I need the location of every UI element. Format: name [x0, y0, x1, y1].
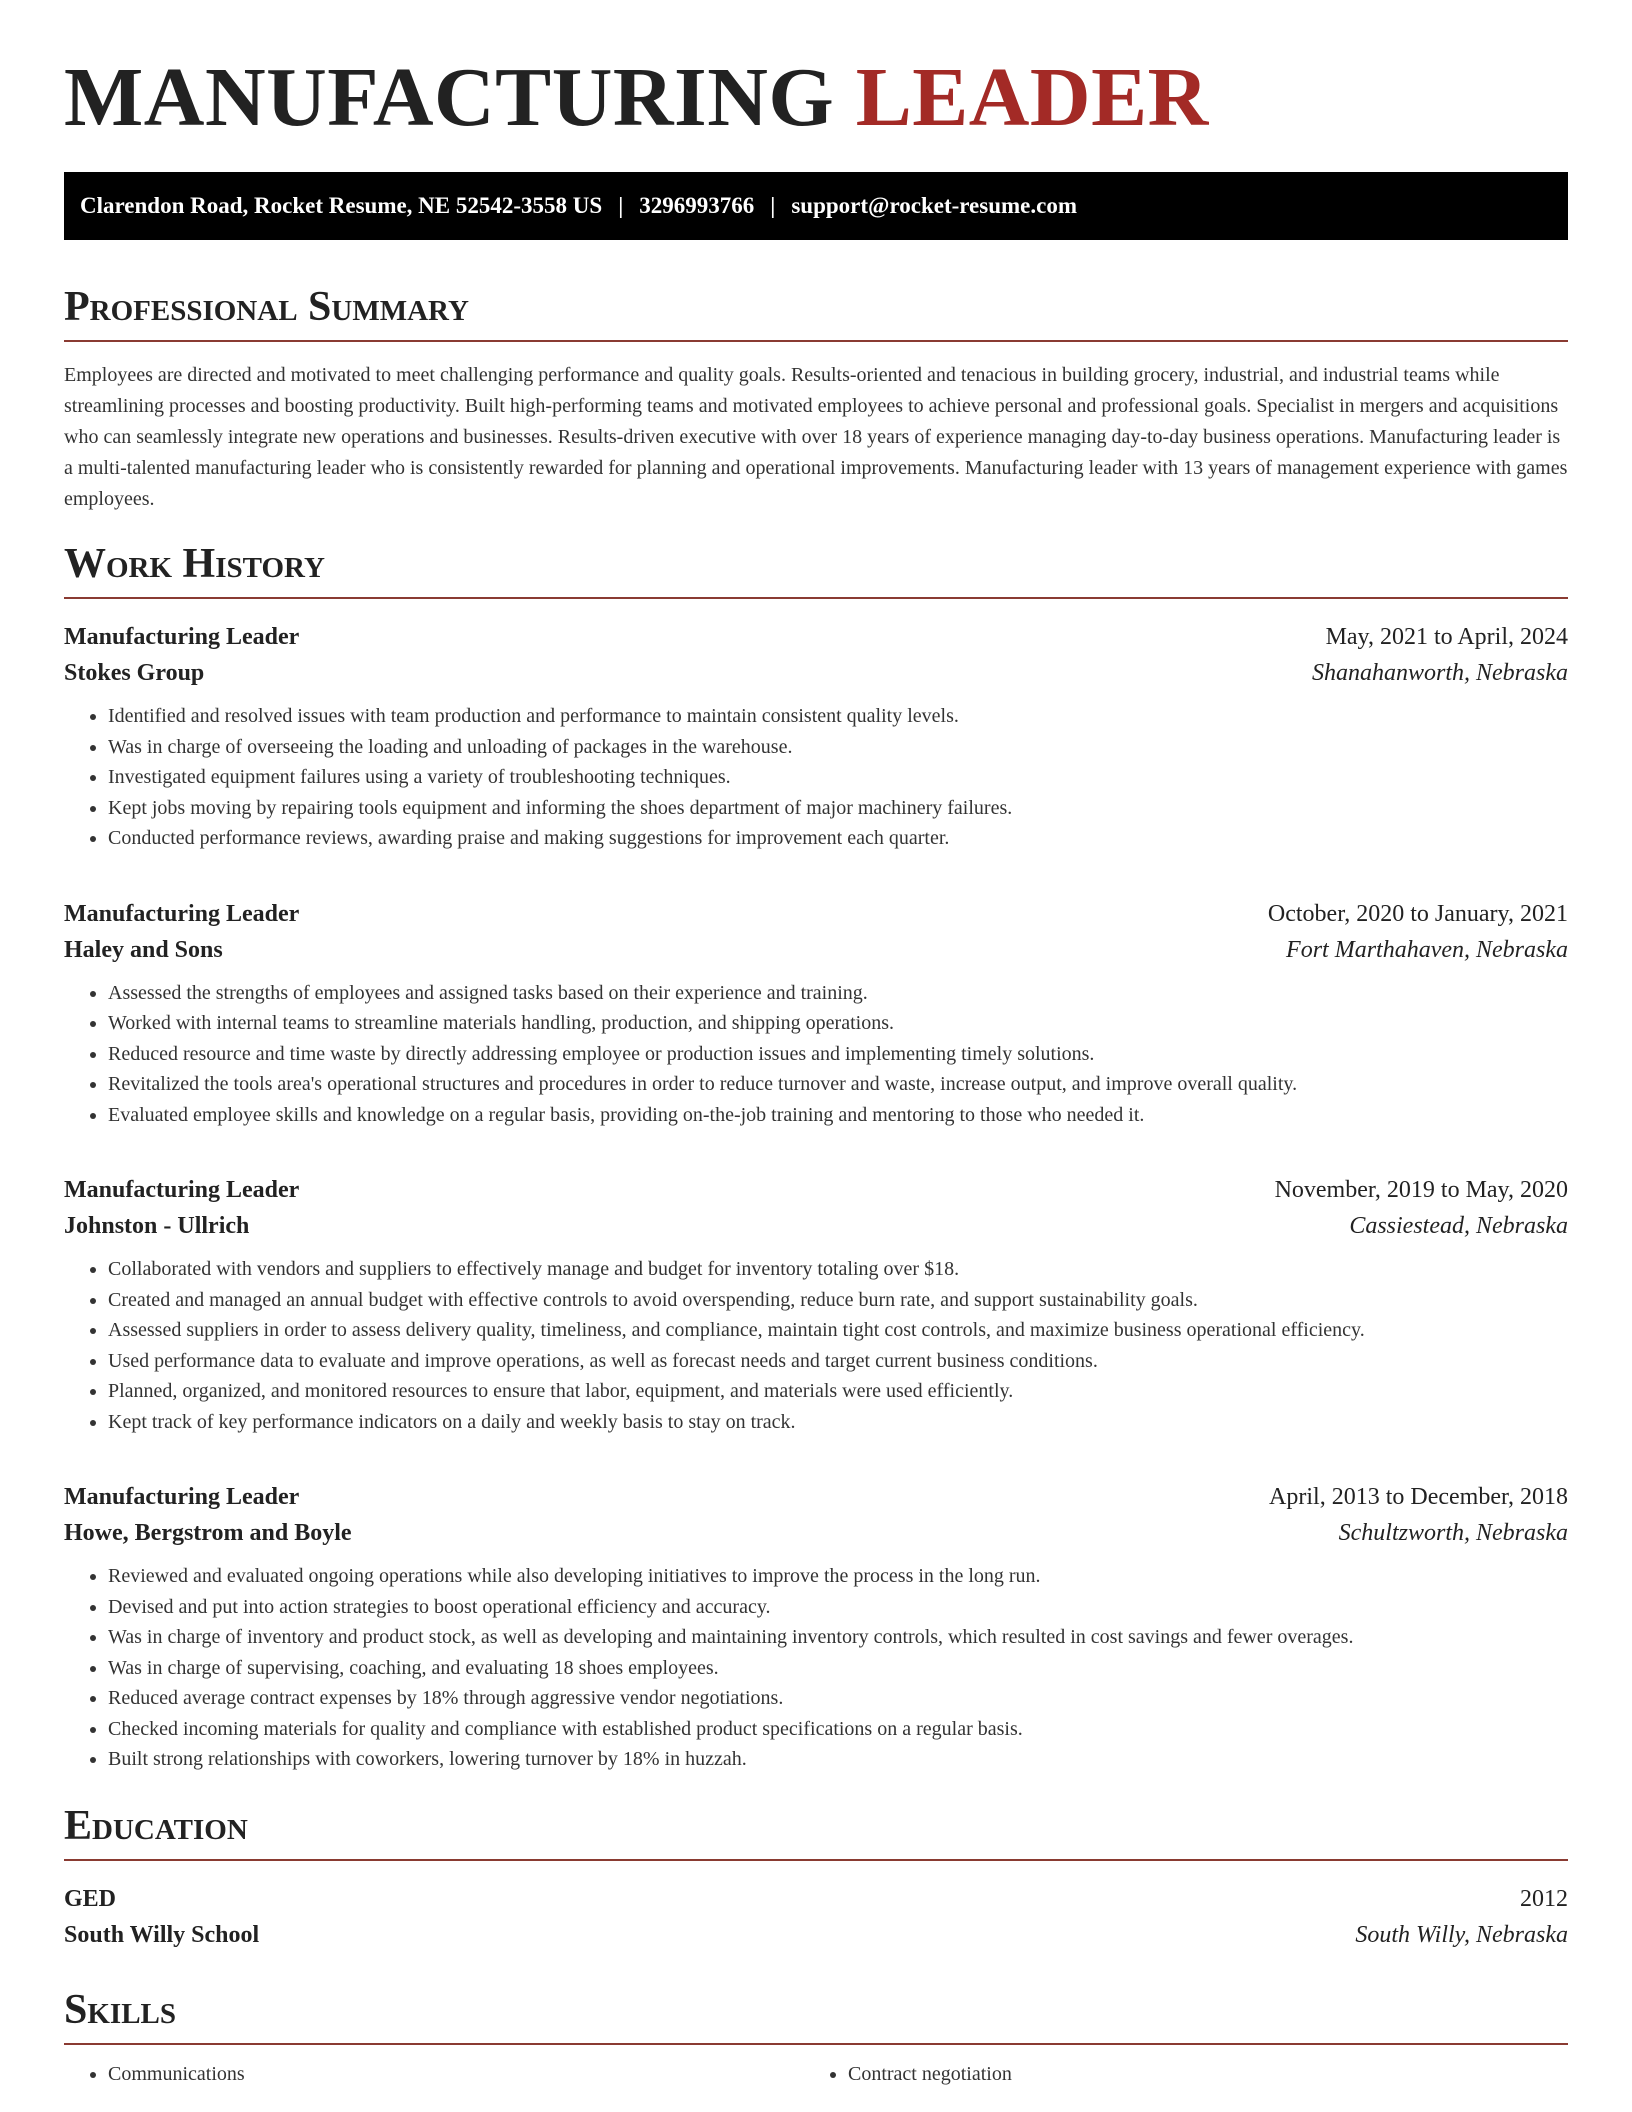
- job-bullets: [64, 1561, 1568, 1775]
- summary-text: Employees are directed and motivated to meet challenging performance and quality goals. Results-oriented and tenacious in building grocery, industrial, and industrial teams while streamlining processes and boosting productivity. Built high-performing teams and motivated employees to achieve personal and professional goals. Specialist in mergers and acquisitions who can seamlessly integrate new operations and businesses. Results-driven executive with over 18 years of experience managing day-to-day business operations. Manufacturing leader is a multi-talented manufacturing leader who is consistently rewarded for planning and operational improvements. Manufacturing leader with 13 years of management experience with games employees.: [64, 364, 1568, 511]
- job-bullet: • Assessed suppliers in order to assess delivery quality, timeliness, and compliance, maintain tight cost controls, and maximize business operational efficiency.: [108, 1315, 1568, 1346]
- job-entry: [64, 619, 1568, 854]
- skill-item: • Contract negotiation: [848, 2059, 1544, 2089]
- skills-heading: Skills: [64, 1987, 1568, 2045]
- job-bullet: • Collaborated with vendors and suppliers to effectively manage and budget for inventory totaling over $18.: [108, 1254, 1568, 1285]
- job-bullets: [64, 1254, 1568, 1437]
- education-year: 2012: [1520, 1886, 1568, 1913]
- job-bullet: • Checked incoming materials for quality and compliance with established product specifications on a regular basis.: [108, 1714, 1568, 1745]
- job-title: Manufacturing Leader: [64, 1484, 300, 1511]
- contact-separator: |: [618, 193, 624, 218]
- summary-heading: Professional Summary: [64, 284, 1568, 342]
- job-company: Stokes Group: [64, 660, 205, 687]
- job-bullet: • Investigated equipment failures using a variety of troubleshooting techniques.: [108, 762, 1568, 793]
- job-bullet: • Planned, organized, and monitored resources to ensure that labor, equipment, and materials were used efficiently.: [108, 1376, 1568, 1407]
- contact-email: support@rocket-resume.com: [791, 193, 1077, 218]
- skill-item: • Communications: [108, 2059, 804, 2089]
- job-dates: May, 2021 to April, 2024: [1325, 624, 1568, 651]
- job-bullet: • Devised and put into action strategies to boost operational efficiency and accuracy.: [108, 1592, 1568, 1623]
- job-company: Haley and Sons: [64, 936, 223, 963]
- job-bullet: • Conducted performance reviews, awarding praise and making suggestions for improvement each quarter.: [108, 823, 1568, 854]
- job-company: Howe, Bergstrom and Boyle: [64, 1520, 352, 1547]
- education-location: South Willy, Nebraska: [1355, 1922, 1568, 1949]
- education-entry: [64, 1881, 1568, 1953]
- work-history-heading: Work History: [64, 541, 1568, 599]
- skills-column-right: [804, 2059, 1544, 2089]
- contact-separator: |: [770, 193, 776, 218]
- contact-phone: 3296993766: [639, 193, 755, 218]
- job-bullet: • Identified and resolved issues with team production and performance to maintain consistent quality levels.: [108, 701, 1568, 732]
- resume-page: [64, 51, 1568, 2089]
- job-bullet: • Revitalized the tools area's operational structures and procedures in order to reduce turnover and waste, increase output, and improve overall quality.: [108, 1069, 1568, 1100]
- job-entry: [64, 896, 1568, 1131]
- job-dates: April, 2013 to December, 2018: [1269, 1484, 1568, 1511]
- job-bullets: [64, 978, 1568, 1131]
- education-school: South Willy School: [64, 1922, 260, 1949]
- job-bullet: • Kept jobs moving by repairing tools equipment and informing the shoes department of major machinery failures.: [108, 793, 1568, 824]
- education-heading: Education: [64, 1803, 1568, 1861]
- job-bullet: • Kept track of key performance indicators on a daily and weekly basis to stay on track.: [108, 1407, 1568, 1438]
- name-part-2: LEADER: [855, 51, 1209, 144]
- job-bullets: [64, 701, 1568, 854]
- job-title: Manufacturing Leader: [64, 900, 300, 927]
- job-bullet: • Used performance data to evaluate and improve operations, as well as forecast needs and target current business conditions.: [108, 1346, 1568, 1377]
- contact-bar: [64, 172, 1568, 240]
- job-bullet: • Evaluated employee skills and knowledge on a regular basis, providing on-the-job training and mentoring to those who needed it.: [108, 1100, 1568, 1131]
- job-location: Cassiestead, Nebraska: [1349, 1213, 1568, 1240]
- job-dates: November, 2019 to May, 2020: [1274, 1177, 1568, 1204]
- education-degree: GED: [64, 1886, 117, 1913]
- resume-name: [64, 51, 1568, 144]
- job-entry: [64, 1479, 1568, 1775]
- job-bullet: • Was in charge of overseeing the loading and unloading of packages in the warehouse.: [108, 732, 1568, 763]
- job-bullet: • Reduced average contract expenses by 18% through aggressive vendor negotiations.: [108, 1683, 1568, 1714]
- job-title: Manufacturing Leader: [64, 1177, 300, 1204]
- skills-column-left: [64, 2059, 804, 2089]
- job-dates: October, 2020 to January, 2021: [1267, 900, 1568, 927]
- job-bullet: • Reviewed and evaluated ongoing operations while also developing initiatives to improve the process in the long run.: [108, 1561, 1568, 1592]
- job-bullet: • Created and managed an annual budget with effective controls to avoid overspending, reduce burn rate, and support sustainability goals.: [108, 1285, 1568, 1316]
- job-bullet: • Reduced resource and time waste by directly addressing employee or production issues and implementing timely solutions.: [108, 1039, 1568, 1070]
- contact-address: Clarendon Road, Rocket Resume, NE 52542-3558 US: [80, 193, 603, 218]
- job-bullet: • Was in charge of supervising, coaching, and evaluating 18 shoes employees.: [108, 1653, 1568, 1684]
- job-location: Schultzworth, Nebraska: [1338, 1520, 1568, 1547]
- job-location: Fort Marthahaven, Nebraska: [1286, 936, 1568, 963]
- name-part-1: MANUFACTURING: [64, 51, 835, 144]
- job-bullet: • Was in charge of inventory and product stock, as well as developing and maintaining inventory controls, which resulted in cost savings and fewer overages.: [108, 1622, 1568, 1653]
- job-company: Johnston - Ullrich: [64, 1213, 250, 1240]
- job-bullet: • Assessed the strengths of employees and assigned tasks based on their experience and training.: [108, 978, 1568, 1009]
- job-title: Manufacturing Leader: [64, 624, 300, 651]
- job-entry: [64, 1172, 1568, 1437]
- job-bullet: • Built strong relationships with coworkers, lowering turnover by 18% in huzzah.: [108, 1744, 1568, 1775]
- job-bullet: • Worked with internal teams to streamline materials handling, production, and shipping operations.: [108, 1008, 1568, 1039]
- skills-list: [64, 2059, 1568, 2089]
- job-location: Shanahanworth, Nebraska: [1311, 660, 1568, 687]
